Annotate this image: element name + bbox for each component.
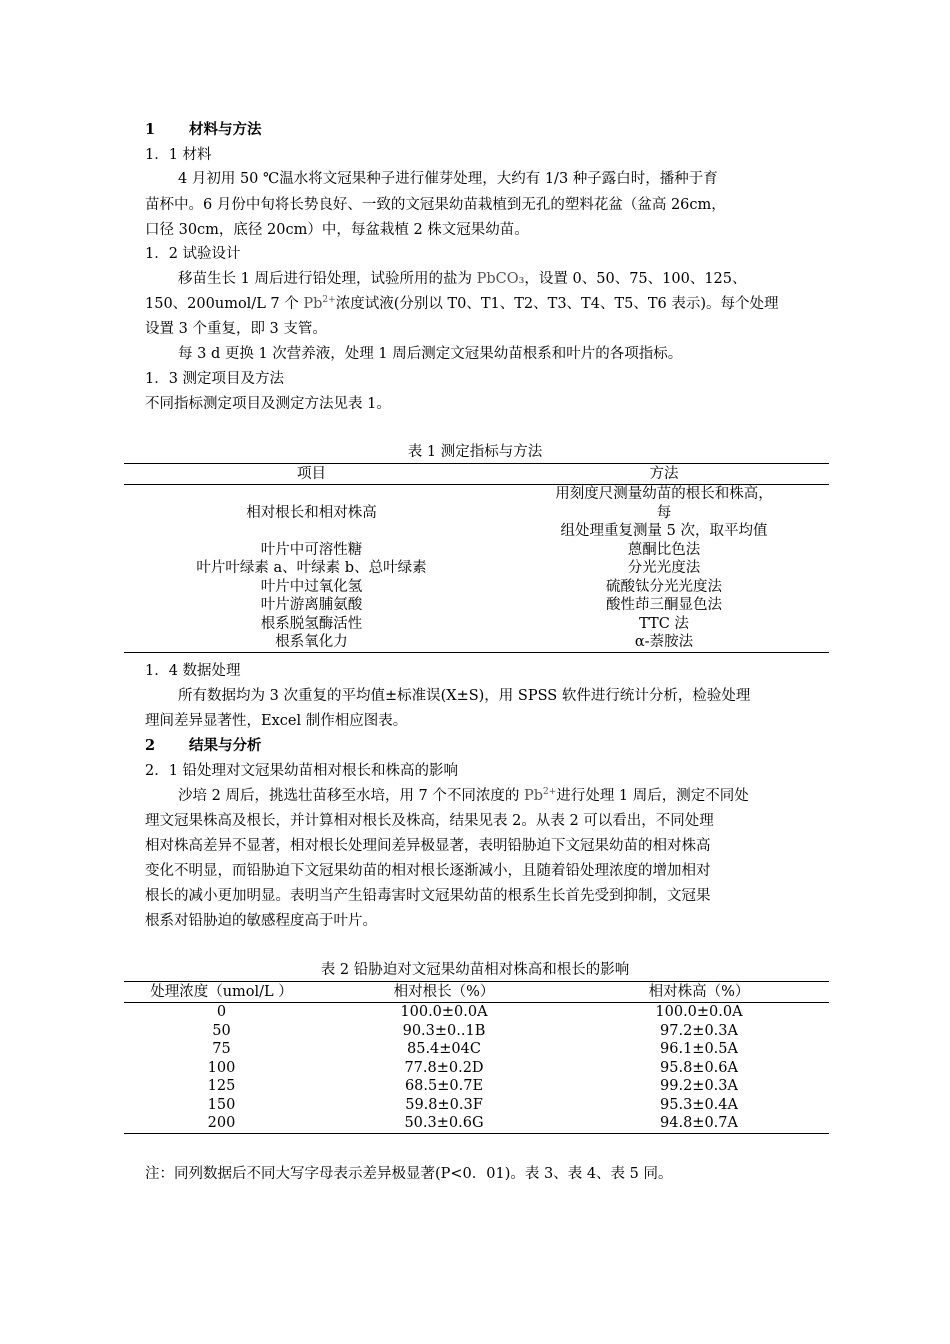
- table-cell: 100: [207, 1059, 236, 1076]
- table-cell: 125: [207, 1078, 236, 1094]
- table-1: [124, 463, 829, 653]
- table-cell: 50: [212, 1022, 231, 1039]
- paragraph-line: 4 月初用 50 ℃温水将文冠果种子进行催芽处理，大约有 1/3 种子露白时，播种于育: [178, 171, 718, 187]
- section-title: 材料与方法: [189, 121, 262, 138]
- table-row: [124, 1003, 829, 1022]
- cell-text-line: 每: [656, 504, 672, 521]
- table-1-caption: 表 1 测定指标与方法: [407, 444, 543, 460]
- table-cell: 100.0±0.0A: [400, 1004, 488, 1020]
- table-row: [124, 1077, 829, 1096]
- paragraph-line: 理间差异显著性，Excel 制作相应图表。: [145, 713, 408, 729]
- table-2-caption: 表 2 铅胁迫对文冠果幼苗相对株高和根长的影响: [320, 962, 630, 978]
- paragraph-line: 口径 30cm，底径 20cm）中，每盆栽植 2 株文冠果幼苗。: [145, 222, 529, 238]
- table-cell: 叶片中可溶性糖: [260, 541, 363, 558]
- chemical-symbol: Pb: [303, 296, 323, 312]
- section-title: 结果与分析: [189, 737, 262, 754]
- superscript: 2+: [322, 295, 336, 306]
- paragraph-line: 理文冠果株高及根长，并计算相对根长及株高，结果见表 2。从表 2 可以看出，不同处理: [145, 813, 714, 829]
- paragraph-line: 每 3 d 更换 1 次营养液，处理 1 周后测定文冠果幼苗根系和叶片的各项指标。: [178, 346, 683, 362]
- paragraph-line: 相对株高差异不显著，相对根长处理间差异极显著，表明铅胁迫下文冠果幼苗的相对株高: [145, 838, 711, 854]
- table-header-cell: 相对根长（%）: [319, 982, 569, 1003]
- table-header-cell: 处理浓度（umol/L ）: [124, 982, 319, 1003]
- table-cell: 叶片游离脯氨酸: [260, 597, 363, 613]
- paragraph-line: 不同指标测定项目及测定方法见表 1。: [145, 396, 391, 412]
- text-span: ，设置 0、50、75、100、125、: [524, 271, 747, 287]
- table-cell: TTC 法: [639, 615, 689, 632]
- table-cell: 100.0±0.0A: [655, 1004, 743, 1020]
- table-row: [124, 1096, 829, 1115]
- paragraph-line: 设置 3 个重复，即 3 支管。: [145, 321, 327, 337]
- table-cell: 50.3±0.6G: [404, 1115, 484, 1131]
- section-1-heading: [145, 120, 262, 140]
- paragraph-line: 根系对铅胁迫的敏感程度高于叶片。: [145, 913, 377, 929]
- paragraph-line: 苗杯中。6 月份中旬将长势良好、一致的文冠果幼苗栽植到无孔的塑料花盆（盆高 26cm，: [145, 197, 726, 213]
- section-2-heading: [145, 736, 262, 756]
- table-cell: 75: [212, 1041, 231, 1057]
- table-cell: 99.2±0.3A: [660, 1078, 738, 1094]
- table-cell: [499, 485, 829, 541]
- table-row: [124, 485, 829, 541]
- paragraph-line: 变化不明显，而铅胁迫下文冠果幼苗的相对根长逐渐减小，且随着铅处理浓度的增加相对: [145, 863, 711, 879]
- text-span: 浓度试液(分别以 T0、T1、T2、T3、T4、T5、T6 表示)。每个处理: [335, 296, 779, 312]
- table-cell: 95.3±0.4A: [660, 1096, 738, 1113]
- table-header-cell: 相对株高（%）: [569, 982, 829, 1003]
- table-row: [124, 1059, 829, 1078]
- subsection-1-2-heading: 1．2 试验设计: [145, 246, 241, 262]
- table-cell: 77.8±0.2D: [404, 1059, 484, 1076]
- table-cell: 分光光度法: [627, 560, 701, 576]
- table-cell: 59.8±0.3F: [405, 1096, 483, 1113]
- chemical-formula: PbCO₃: [476, 271, 525, 287]
- table-cell: 叶片中过氧化氢: [260, 578, 363, 595]
- table-cell: 蒽酮比色法: [627, 541, 701, 558]
- paragraph-line: 所有数据均为 3 次重复的平均值±标准误(X±S)，用 SPSS 软件进行统计分析，检验处理: [178, 688, 751, 704]
- table-row: [124, 578, 829, 597]
- table-cell: 0: [216, 1004, 227, 1020]
- table-cell: α-萘胺法: [634, 634, 694, 650]
- table-cell: 硫酸钛分光光度法: [606, 578, 722, 595]
- cell-text-line: 用刻度尺测量幼苗的根长和株高，: [555, 486, 773, 502]
- subsection-1-4-heading: 1．4 数据处理: [145, 663, 241, 679]
- table-cell: 根系氧化力: [275, 634, 348, 650]
- subsection-1-3-heading: 1．3 测定项目及方法: [145, 371, 285, 387]
- table-row: [124, 559, 829, 578]
- table-row: [124, 1022, 829, 1041]
- table-cell: 叶片叶绿素 a、叶绿素 b、总叶绿素: [196, 560, 427, 576]
- text-span: 进行处理 1 周后，测定不同处: [556, 788, 749, 804]
- table-cell: 150: [207, 1096, 236, 1113]
- table-cell: 96.1±0.5A: [660, 1041, 738, 1057]
- subsection-2-1-heading: 2．1 铅处理对文冠果幼苗相对根长和株高的影响: [145, 763, 459, 779]
- superscript: 2+: [543, 787, 557, 798]
- table-2: [124, 981, 829, 1134]
- chemical-symbol: Pb: [524, 788, 544, 804]
- text-span: 移苗生长 1 周后进行铅处理，试验所用的盐为: [178, 271, 477, 287]
- section-number: 2: [145, 737, 156, 754]
- table-cell: 97.2±0.3A: [660, 1022, 738, 1039]
- table-cell: 68.5±0.7E: [404, 1078, 484, 1094]
- paragraph-line: [178, 786, 749, 806]
- section-number: 1: [145, 121, 156, 138]
- table-header-cell: 方法: [499, 464, 829, 485]
- text-span: 沙培 2 周后，挑选壮苗移至水培，用 7 个不同浓度的: [178, 788, 524, 804]
- paragraph-line: [178, 269, 747, 289]
- subsection-1-1-heading: 1．1 材料: [145, 147, 212, 163]
- cell-text-line: 组处理重复测量 5 次，取平均值: [560, 523, 768, 539]
- table-note: 注：同列数据后不同大写字母表示差异极显著(P<0．01)。表 3、表 4、表 5 同。: [145, 1166, 673, 1182]
- table-row: [124, 541, 829, 560]
- text-span: 150、200umol/L 7 个: [145, 296, 304, 312]
- table-cell: 200: [207, 1115, 236, 1131]
- table-row: [124, 1114, 829, 1133]
- table-cell: 相对根长和相对株高: [246, 504, 377, 521]
- table-row: [124, 633, 829, 652]
- table-row: [124, 615, 829, 634]
- table-cell: 酸性茚三酮显色法: [606, 597, 722, 613]
- table-row: [124, 1040, 829, 1059]
- table-cell: 94.8±0.7A: [660, 1115, 738, 1131]
- table-cell: 95.8±0.6A: [660, 1059, 738, 1076]
- table-cell: 90.3±0..1B: [402, 1022, 486, 1039]
- paragraph-line: [145, 294, 779, 314]
- table-header-cell: 项目: [124, 464, 499, 485]
- paragraph-line: 根长的减小更加明显。表明当产生铅毒害时文冠果幼苗的根系生长首先受到抑制，文冠果: [145, 888, 711, 904]
- table-cell: 85.4±04C: [407, 1041, 481, 1057]
- table-row: [124, 596, 829, 615]
- table-cell: 根系脱氢酶活性: [260, 615, 363, 632]
